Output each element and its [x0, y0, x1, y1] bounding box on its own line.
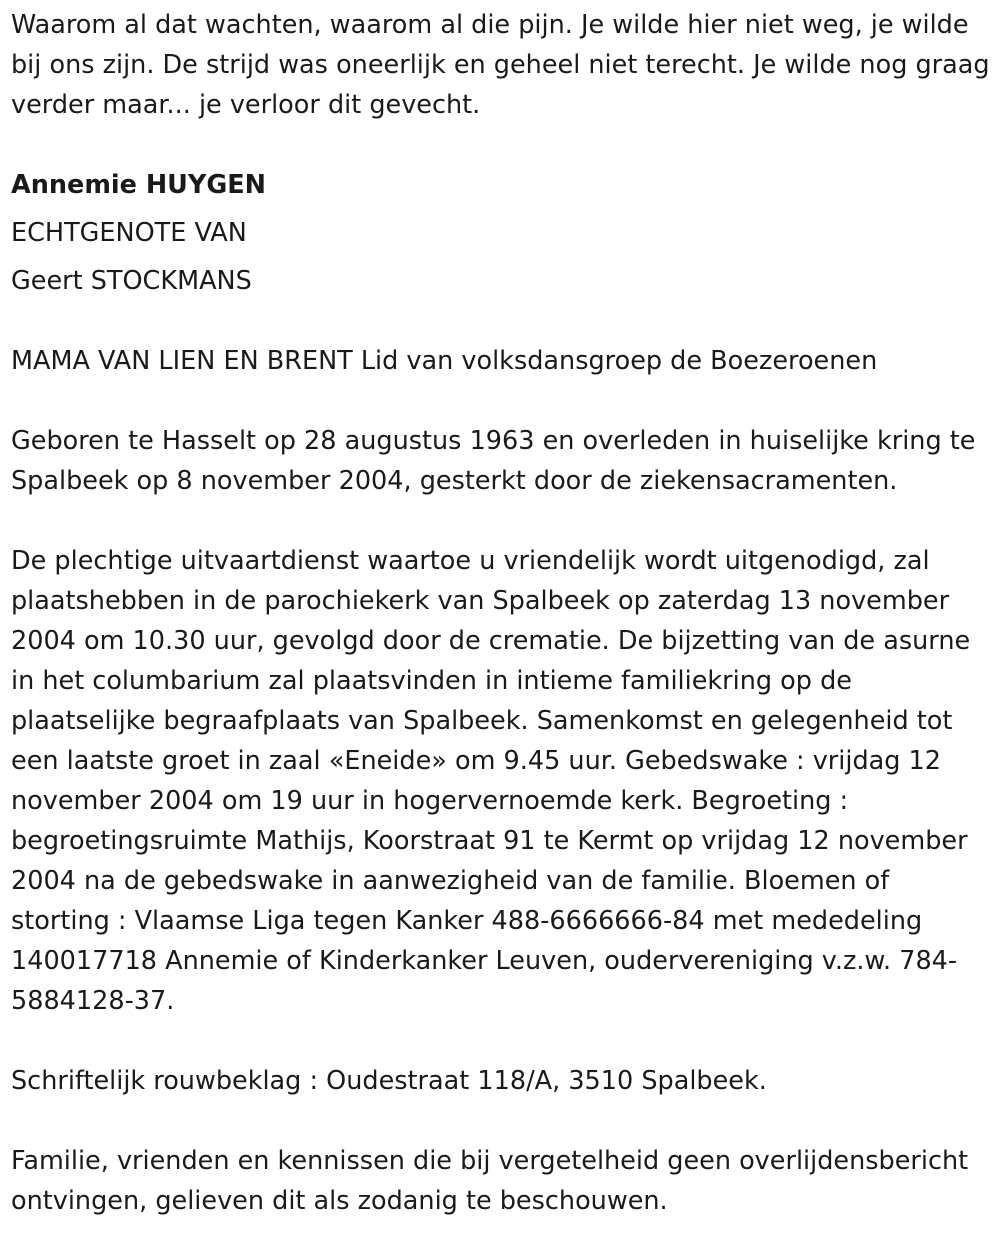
- condolence-address: Schriftelijk rouwbeklag : Oudestraat 118/A, 3510 Spalbeek.: [11, 1066, 767, 1096]
- birth-death-text: Geboren te Hasselt op 28 augustus 1963 en overleden in huiselijke kring te Spalbeek op 8 november 2004, gesterkt door de ziekensacramenten.: [11, 426, 976, 496]
- deceased-name: Annemie HUYGEN: [11, 170, 267, 200]
- funeral-details-text: De plechtige uitvaartdienst waartoe u vriendelijk wordt uitgenodigd, zal plaatshebben in de parochiekerk van Spalbeek op zaterdag 13 november 2004 om 10.30 uur, gevolgd door de crematie. De bijzetting van de asurne in het columbarium zal plaatsvinden in intieme familiekring op de plaatselijke begraafplaats van Spalbeek. Samenkomst en gelegenheid tot een laatste groet in zaal «Eneide» om 9.45 uur. Gebedswake : vrijdag 12 november 2004 om 19 uur in hogervernoemde kerk. Begroeting : begroetingsruimte Mathijs, Koorstraat 91 te Kermt op vrijdag 12 november 2004 na de gebedswake in aanwezigheid van de familie. Bloemen of storting : Vlaamse Liga tegen Kanker 488-6666666-84 met mededeling 140017718 Annemie of Kinderkanker Leuven, oudervereniging v.z.w. 784-5884128-37.: [11, 546, 971, 1016]
- relation-label: ECHTGENOTE VAN: [11, 218, 247, 248]
- family-line: MAMA VAN LIEN EN BRENT Lid van volksdansgroep de Boezeroenen: [11, 346, 878, 376]
- poem-text: Waarom al dat wachten, waarom al die pijn. Je wilde hier niet weg, je wilde bij ons zijn. De strijd was oneerlijk en geheel niet terecht. Je wilde nog graag verder maar... je verloor dit gevecht.: [11, 10, 990, 120]
- closing-note: Familie, vrienden en kennissen die bij vergetelheid geen overlijdensbericht ontvingen, gelieven dit als zodanig te beschouwen.: [11, 1146, 969, 1216]
- spouse-name: Geert STOCKMANS: [11, 266, 252, 296]
